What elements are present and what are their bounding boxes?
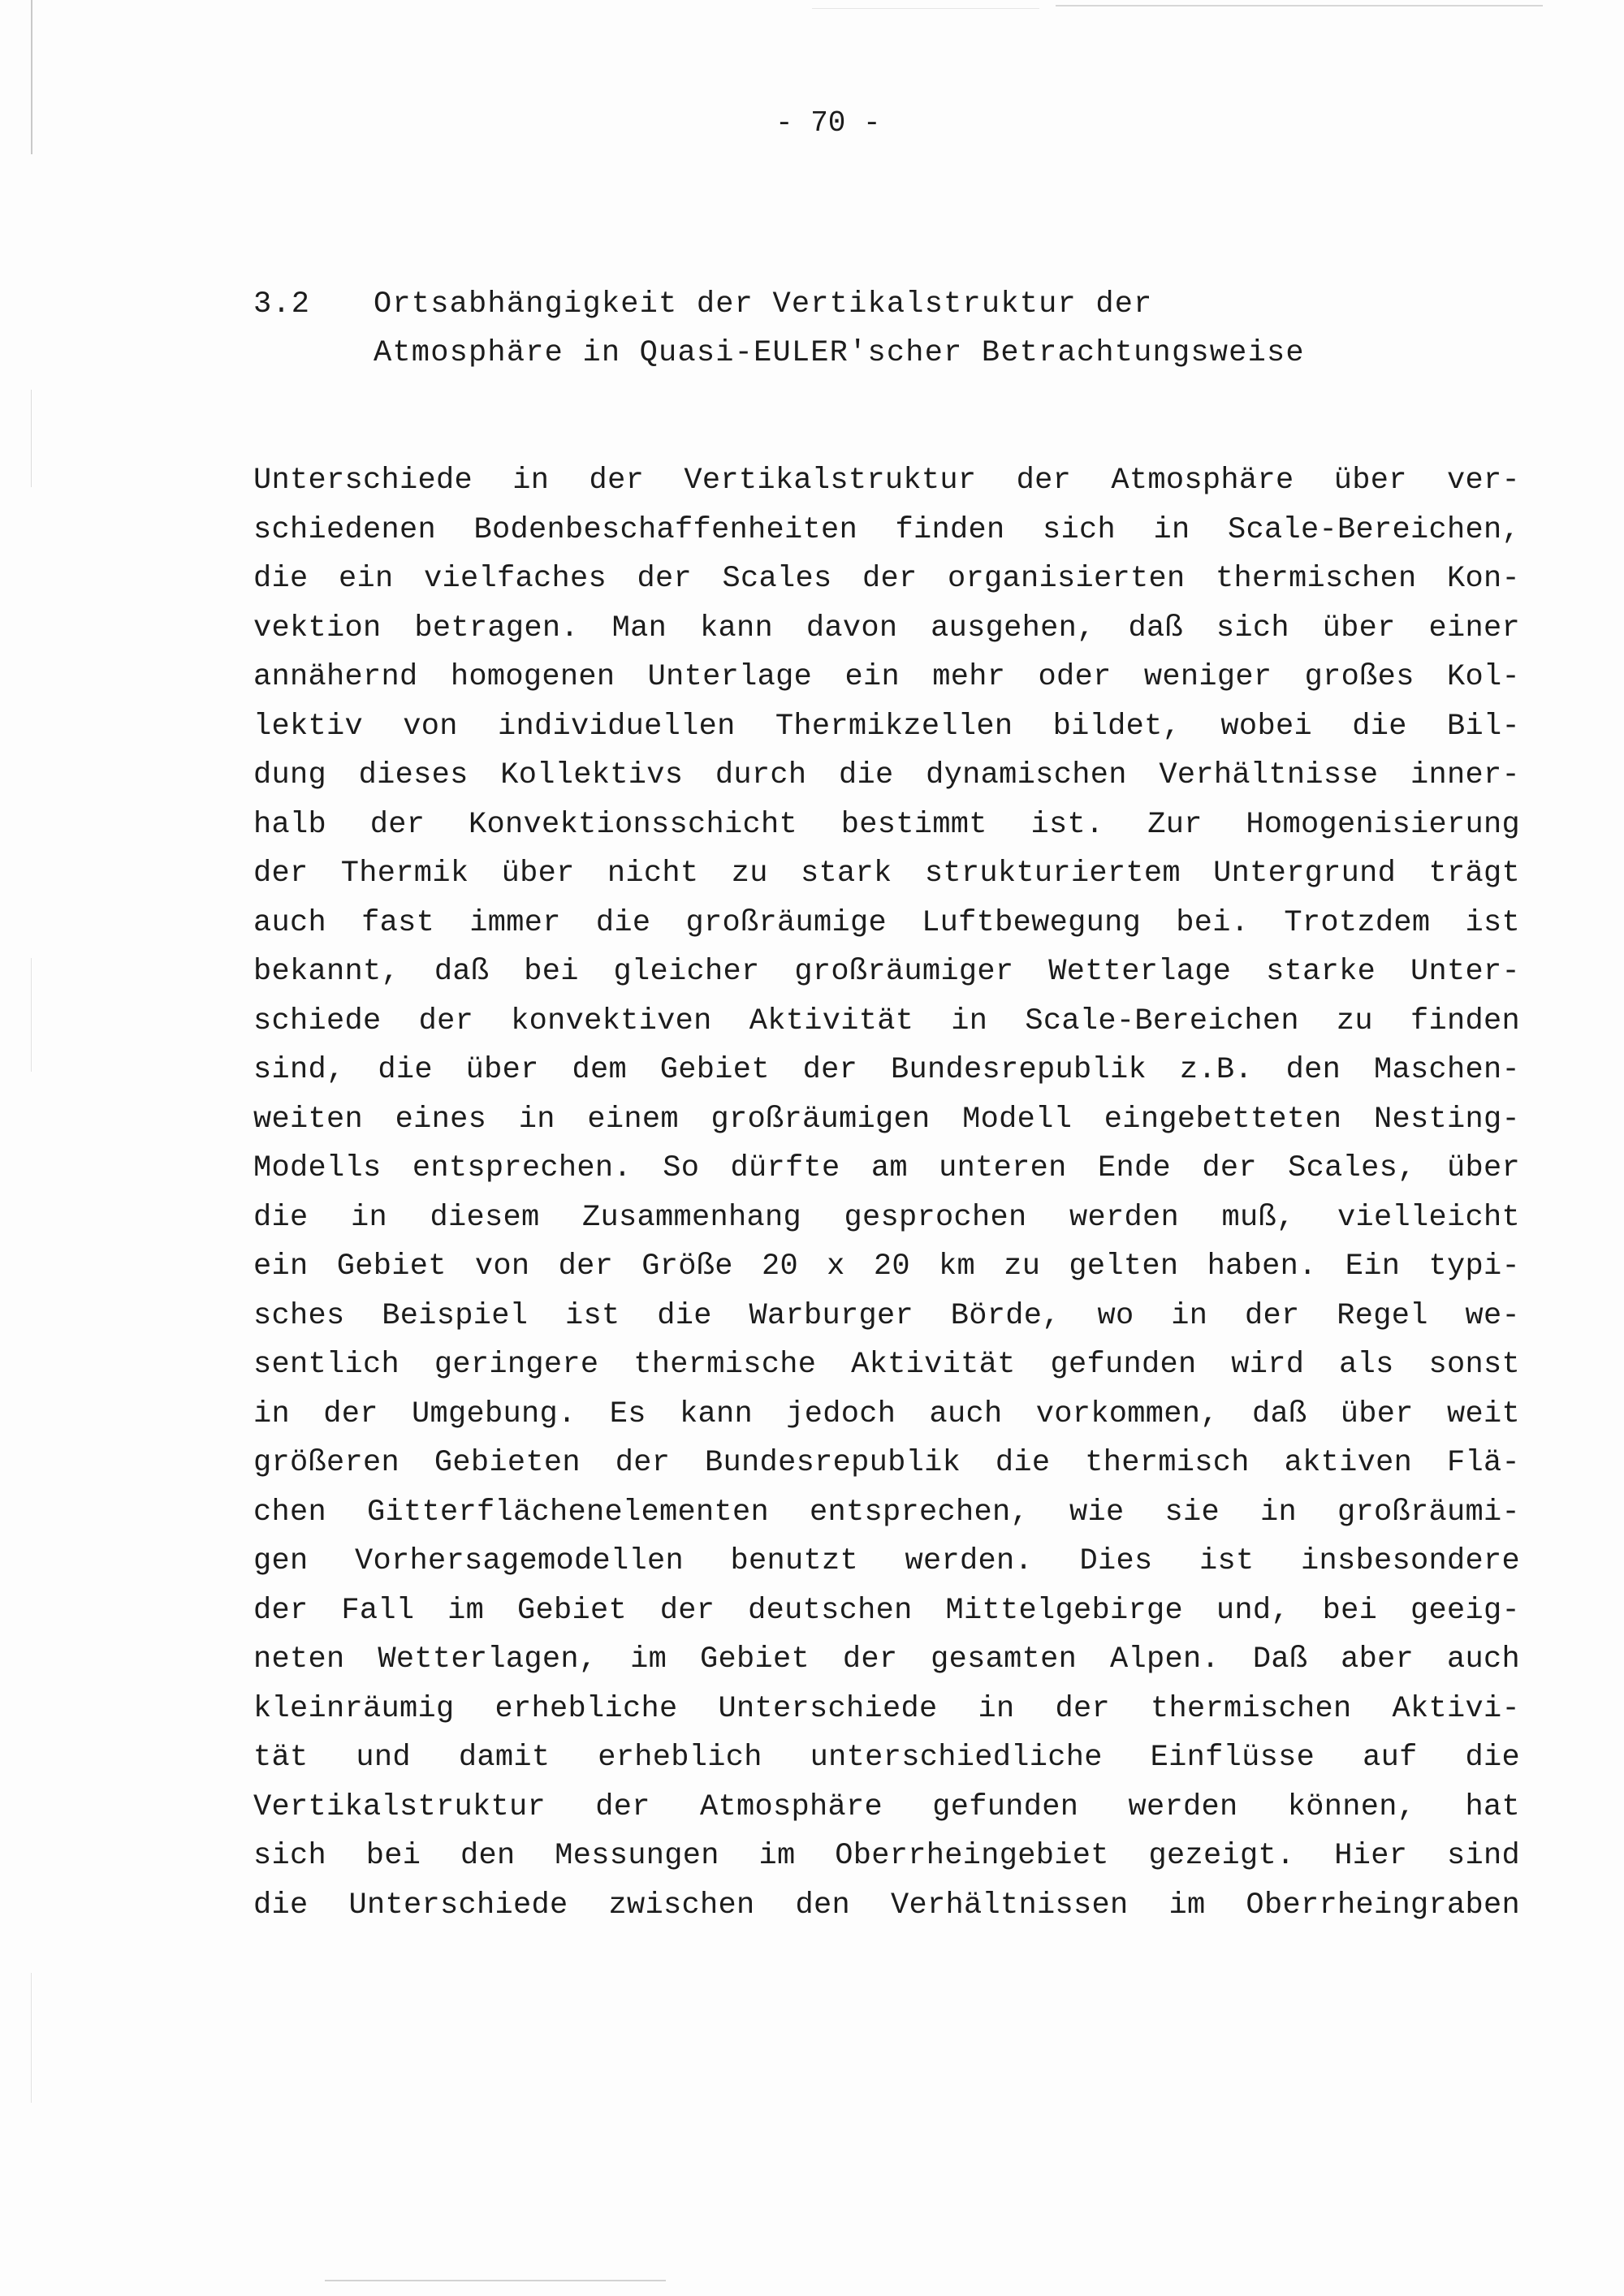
scan-edge-artifact — [31, 958, 32, 1072]
text-line: dung dieses Kollektivs durch die dynamischen Verhältnisse inner- — [253, 758, 1520, 792]
text-line: der Thermik über nicht zu stark strukturiertem Untergrund trägt — [253, 857, 1520, 891]
text-line: die Unterschiede zwischen den Verhältnissen im Oberrheingraben — [253, 1888, 1520, 1923]
text-line: tät und damit erheblich unterschiedliche Einflüsse auf die — [253, 1741, 1520, 1775]
text-line: sches Beispiel ist die Warburger Börde, wo in der Regel we- — [253, 1298, 1520, 1333]
text-line: lektiv von individuellen Thermikzellen bildet, wobei die Bil- — [253, 709, 1520, 744]
text-line: vektion betragen. Man kann davon ausgehen, daß sich über einer — [253, 611, 1520, 645]
scan-edge-artifact — [812, 8, 1039, 9]
text-line: größeren Gebieten der Bundesrepublik die thermisch aktiven Flä- — [253, 1446, 1520, 1480]
text-line: sind, die über dem Gebiet der Bundesrepublik z.B. den Maschen- — [253, 1053, 1520, 1087]
text-line: die ein vielfaches der Scales der organisierten thermischen Kon- — [253, 562, 1520, 596]
scan-edge-artifact — [31, 390, 32, 487]
text-line: kleinräumig erhebliche Unterschiede in der thermischen Aktivi- — [253, 1691, 1520, 1726]
text-line: bekannt, daß bei gleicher großräumiger Wetterlage starke Unter- — [253, 955, 1520, 989]
section-number: 3.2 — [253, 287, 311, 322]
scan-edge-artifact — [31, 0, 32, 154]
text-line: weiten eines in einem großräumigen Modell eingebetteten Nesting- — [253, 1102, 1520, 1137]
text-line: Unterschiede in der Vertikalstruktur der Atmosphäre über ver- — [253, 464, 1520, 498]
text-line: in der Umgebung. Es kann jedoch auch vorkommen, daß über weit — [253, 1396, 1520, 1431]
text-line: schiede der konvektiven Aktivität in Scale-Bereichen zu finden — [253, 1003, 1520, 1038]
text-line: halb der Konvektionsschicht bestimmt ist. Zur Homogenisierung — [253, 807, 1520, 842]
section-title-line: Ortsabhängigkeit der Vertikalstruktur der — [374, 287, 1153, 322]
text-line: annähernd homogenen Unterlage ein mehr oder weniger großes Kol- — [253, 660, 1520, 694]
text-line: Modells entsprechen. So dürfte am unteren Ende der Scales, über — [253, 1151, 1520, 1185]
text-line: die in diesem Zusammenhang gesprochen werden muß, vielleicht — [253, 1200, 1520, 1235]
text-line: ein Gebiet von der Größe 20 x 20 km zu gelten haben. Ein typi- — [253, 1249, 1520, 1284]
scan-edge-artifact — [325, 2280, 666, 2281]
text-line: Vertikalstruktur der Atmosphäre gefunden werden können, hat — [253, 1789, 1520, 1824]
text-line: schiedenen Bodenbeschaffenheiten finden sich in Scale-Bereichen, — [253, 512, 1520, 547]
text-line: sich bei den Messungen im Oberrheingebiet gezeigt. Hier sind — [253, 1839, 1520, 1873]
text-line: sentlich geringere thermische Aktivität gefunden wird als sonst — [253, 1348, 1520, 1382]
text-line: der Fall im Gebiet der deutschen Mittelgebirge und, bei geeig- — [253, 1593, 1520, 1628]
page-number: - 70 - — [775, 106, 881, 140]
body-paragraph — [253, 456, 1520, 1930]
text-line: neten Wetterlagen, im Gebiet der gesamten Alpen. Daß aber auch — [253, 1642, 1520, 1677]
text-line: chen Gitterflächenelementen entsprechen, wie sie in großräumi- — [253, 1495, 1520, 1530]
text-line: gen Vorhersagemodellen benutzt werden. Dies ist insbesondere — [253, 1544, 1520, 1578]
scan-edge-artifact — [1056, 5, 1543, 6]
text-line: auch fast immer die großräumige Luftbewegung bei. Trotzdem ist — [253, 905, 1520, 940]
section-title-line: Atmosphäre in Quasi-EULER'scher Betrachtungsweise — [374, 336, 1305, 370]
scan-edge-artifact — [31, 1973, 32, 2103]
